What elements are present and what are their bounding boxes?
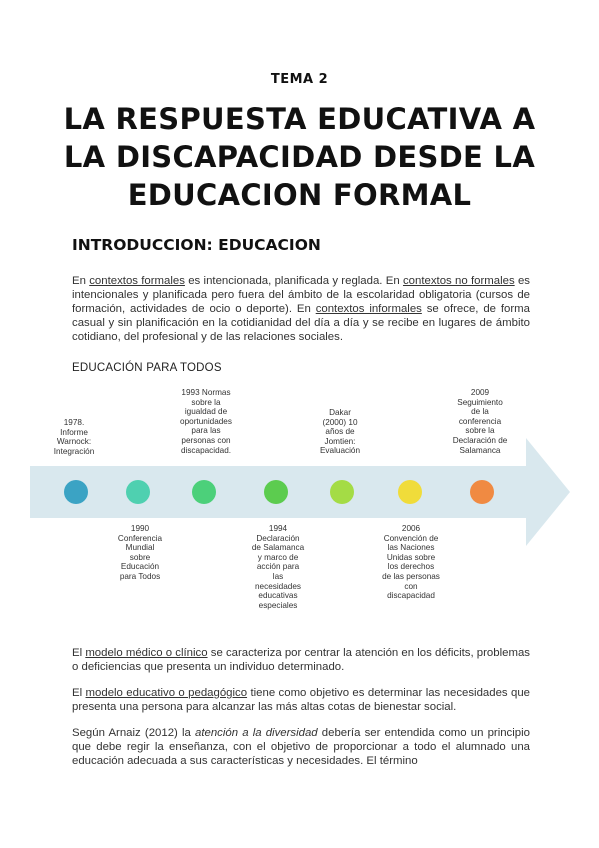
title-line: LA RESPUESTA EDUCATIVA A <box>63 102 536 136</box>
timeline-dot-1993 <box>192 480 216 504</box>
main-title <box>40 100 559 214</box>
event-2000-label: Dakar (2000) 10 años de Jomtien: Evaluación <box>319 408 361 456</box>
term-contextos-informales: contextos informales <box>315 303 422 315</box>
event-1978-label: 1978. Informe Warnock: Integración <box>53 418 95 456</box>
timeline-dot-2000 <box>330 480 354 504</box>
text-run: El <box>72 687 86 699</box>
text-run: tiene como objetivo es determinar las necesidades que presenta una persona para alcanzar las más altas cotas de bienestar social. <box>72 687 530 713</box>
term-modelo-educativo: modelo educativo o pedagógico <box>85 687 248 699</box>
timeline-dot-1990 <box>126 480 150 504</box>
term-contextos-formales: contextos formales <box>89 275 185 287</box>
text-run: En <box>72 275 90 287</box>
event-2009-label: 2009 Seguimiento de la conferencia sobre la Declaración de Salamanca <box>452 388 508 455</box>
event-2006-label: 2006 Convención de las Naciones Unidas sobre los derechos de las personas con discapacidad <box>382 524 440 601</box>
title-line: LA DISCAPACIDAD DESDE LA <box>63 140 536 174</box>
timeline-heading: EDUCACIÓN PARA TODOS <box>72 362 222 374</box>
timeline-diagram <box>30 378 575 638</box>
term-atencion-diversidad: atención a la diversidad <box>195 727 318 739</box>
paragraph-modelo-medico <box>72 646 530 674</box>
paragraph-arnaiz <box>72 726 530 768</box>
paragraph-modelo-educativo <box>72 686 530 714</box>
text-run: se ofrece, de forma casual y sin planificación en la cotidianidad del día a día y se recibe en lugares de ámbito cotidiano, del profesional y de las relaciones sociales. <box>72 303 530 343</box>
text-run: debería ser entendida como un principio que debe regir la enseñanza, con el objetivo de proporcionar a todo el alumnado una educación adecuada a sus características y necesidades. El término <box>72 727 530 767</box>
text-run: se caracteriza por centrar la atención en los déficits, problemas o deficiencias que presenta un individuo determinado. <box>72 647 530 673</box>
text-run: es intencionales y planificada pero fuera del ámbito de la escolaridad obligatoria (cursos de formación, actividades de ocio o deporte). En <box>72 275 530 315</box>
term-modelo-medico: modelo médico o clínico <box>85 647 208 659</box>
tema-label: TEMA 2 <box>270 72 329 87</box>
timeline-dot-2009 <box>470 480 494 504</box>
event-1993-label: 1993 Normas sobre la igualdad de oportunidades para las personas con discapacidad. <box>180 388 232 455</box>
text-run: El <box>72 647 86 659</box>
term-contextos-no-formales: contextos no formales <box>402 275 515 287</box>
intro-paragraph <box>72 274 530 344</box>
text-run: Según Arnaiz (2012) la <box>72 727 195 739</box>
timeline-dot-1978 <box>64 480 88 504</box>
intro-heading: INTRODUCCION: EDUCACION <box>72 236 321 254</box>
timeline-dot-1994 <box>264 480 288 504</box>
event-1990-label: 1990 Conferencia Mundial sobre Educación para Todos <box>117 524 163 581</box>
timeline-dot-2006 <box>398 480 422 504</box>
text-run: es intencionada, planificada y reglada. En <box>184 275 403 287</box>
title-line: EDUCACION FORMAL <box>127 178 472 212</box>
event-1994-label: 1994 Declaración de Salamanca y marco de acción para las necesidades educativas especiales <box>251 524 305 610</box>
